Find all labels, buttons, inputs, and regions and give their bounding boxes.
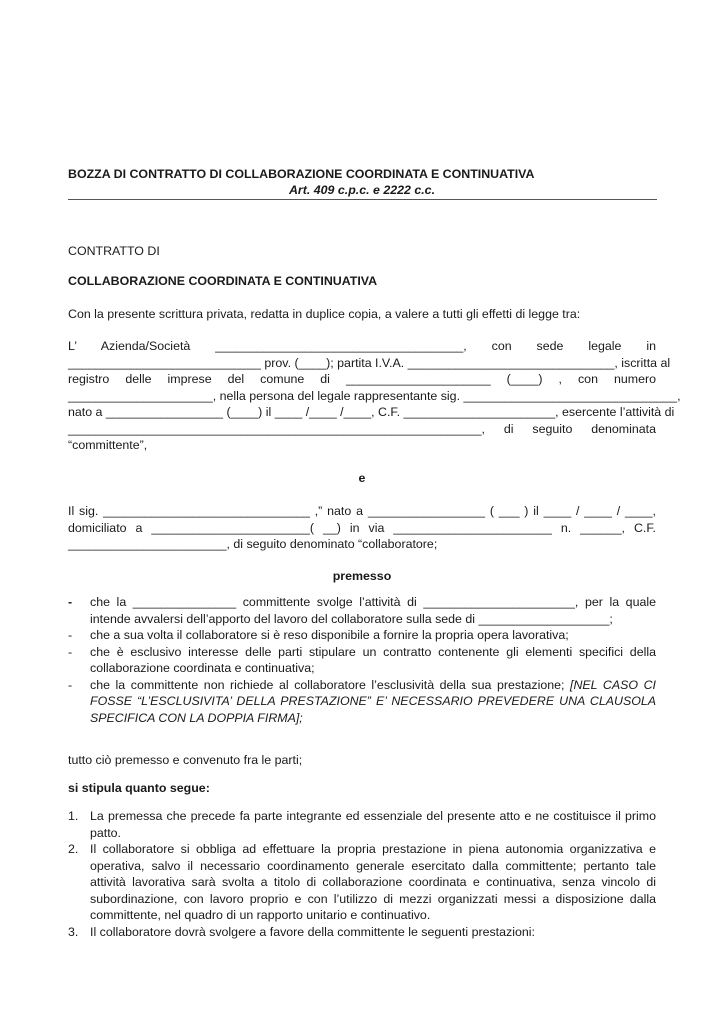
party-collaboratore-block	[68, 503, 656, 553]
clause-number: 2.	[68, 842, 79, 856]
party2-line: Il sig. ______________________________ ,” nato a _________________ ( ___ ) il ____ / ____ / ____,	[68, 504, 656, 518]
list-item-note: [NEL CASO CI FOSSE “L’ESCLUSIVITA’ DELLA PRESTAZIONE” E’ NECESSARIO PREVEDERE UNA CLAUSOLA SPECIFICA CON LA DOPPIA FIRMA];	[90, 677, 656, 725]
party-committente-block	[68, 338, 681, 454]
document-title: BOZZA DI CONTRATTO DI COLLABORAZIONE COORDINATA E CONTINUATIVA	[68, 167, 535, 181]
party1-line: ____________________________________________________________, di seguito denominata	[68, 421, 656, 436]
list-dash: -	[68, 628, 73, 642]
parties-separator: e	[358, 471, 366, 485]
list-dash: -	[68, 677, 73, 692]
party1-line: _____________________, nella persona del legale rappresentante sig. _______________________________,	[68, 388, 681, 403]
list-item	[68, 677, 656, 727]
closing-premise: tutto ciò premesso e convenuto fra le parti;	[68, 753, 303, 767]
list-item	[68, 594, 656, 627]
party1-line: ____________________________ prov. (____); partita I.V.A. ______________________________, iscritta al	[68, 355, 671, 370]
clause-text: Il collaboratore dovrà svolgere a favore della committente le seguenti prestazioni:	[90, 924, 535, 939]
contract-heading-line1: CONTRATTO DI	[68, 244, 160, 258]
stipula-heading: si stipula quanto segue:	[68, 781, 210, 795]
list-item	[68, 627, 656, 644]
clause-item	[68, 841, 656, 924]
premesso-heading: premesso	[332, 569, 392, 583]
list-item-text: che è esclusivo interesse delle parti stipulare un contratto contenente gli elementi specifici della collaborazione coordinata e continuativa;	[90, 644, 656, 675]
document-subtitle: Art. 409 c.p.c. e 2222 c.c.	[288, 183, 436, 197]
list-dash: -	[68, 644, 73, 659]
clause-text: La premessa che precede fa parte integrante ed essenziale del presente atto e ne costituisce il primo patto.	[90, 809, 656, 840]
party1-line: nato a _________________ (____) il ____ /____ /____, C.F. ______________________, esercente l’attività di	[68, 405, 675, 419]
list-item	[68, 644, 656, 677]
list-item-text: che a sua volta il collaboratore si è reso disponibile a fornire la propria opera lavorativa;	[90, 628, 569, 642]
list-item-text: che la committente non richiede al collaboratore l’esclusività della sua prestazione;	[90, 677, 565, 692]
contract-heading-line2: COLLABORAZIONE COORDINATA E CONTINUATIVA	[68, 274, 378, 288]
party1-line: L’ Azienda/Società ____________________________________, con sede legale in	[68, 339, 656, 353]
party2-line: domiciliato a _______________________( __) in via _______________________ n. ______, C.F.	[68, 520, 656, 535]
list-dash: -	[68, 595, 73, 609]
list-item-text: che la _______________ committente svolge l’attività di ______________________, per la quale intende avvalersi dell’apporto del lavoro del collaboratore sulla sede di ___________________;	[90, 595, 656, 626]
clauses-list	[68, 808, 656, 940]
clause-number: 3.	[68, 924, 79, 939]
party1-line: registro delle imprese del comune di _____________________ (____) , con numero	[68, 372, 656, 386]
clause-text: Il collaboratore si obbliga ad effettuare la propria prestazione in piena autonomia organizzativa e operativa, salvo il necessario coordinamento generale esercitato dalla committente; pertanto tale attività lavorativa sarà svolta a titolo di collaborazione coordinata e continuativa, senza vincolo di subordinazione, con lavoro proprio e con l’utilizzo di mezzi organizzati messi a disposizione dalla committente, nel quadro di un rapporto unitario e continuativo.	[90, 842, 656, 922]
party1-line: “committente”,	[68, 438, 148, 452]
clause-item	[68, 924, 656, 941]
premesso-list	[68, 594, 656, 726]
intro-paragraph: Con la presente scrittura privata, redatta in duplice copia, a valere a tutti gli effetti di legge tra:	[68, 307, 581, 321]
clause-number: 1.	[68, 809, 79, 823]
header-divider	[68, 199, 657, 200]
party2-line: _______________________, di seguito denominato “collaboratore;	[68, 537, 438, 551]
clause-item	[68, 808, 656, 841]
